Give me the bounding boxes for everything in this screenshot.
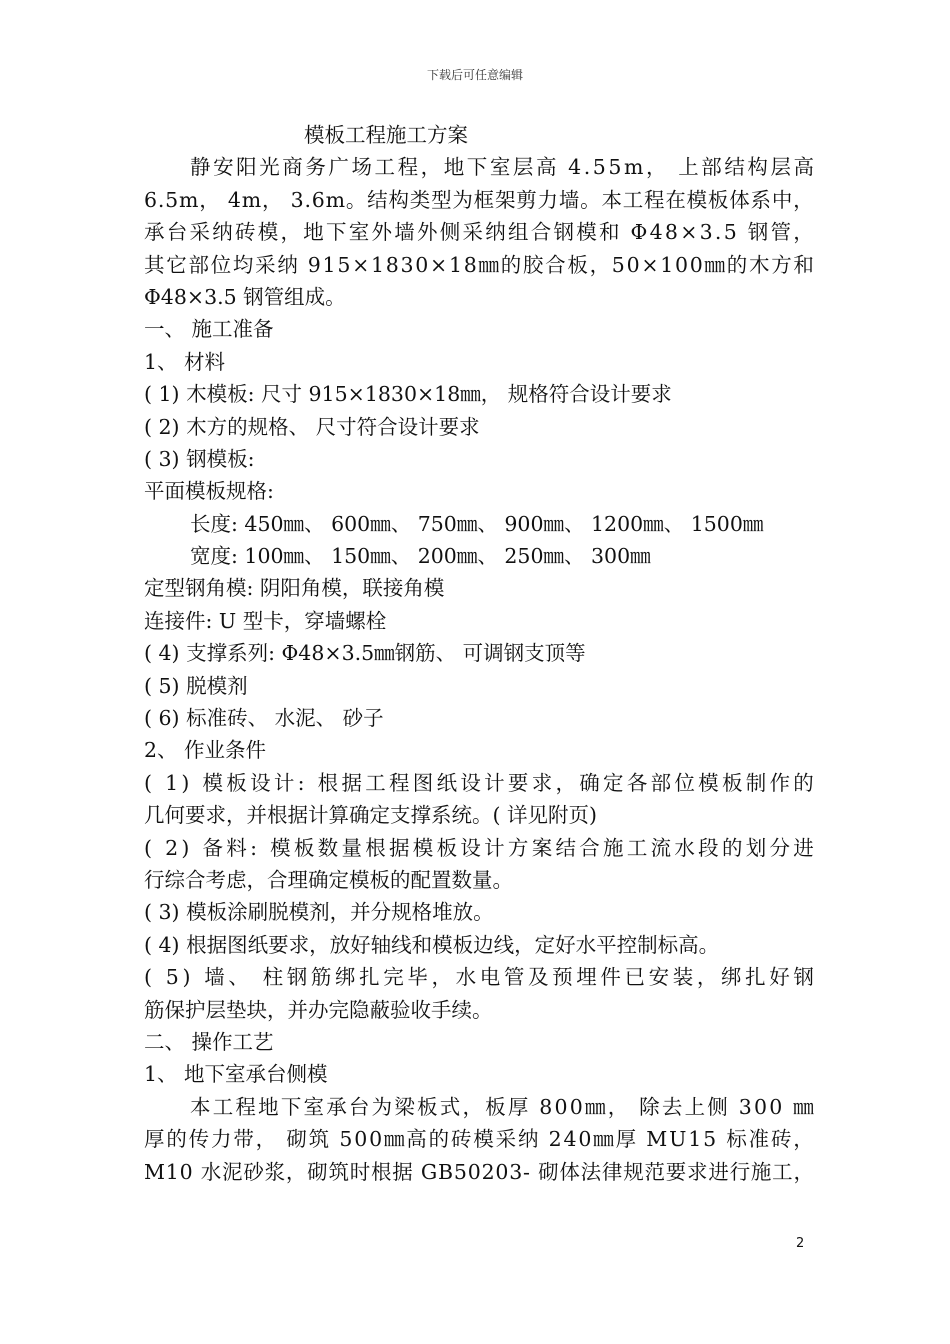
text-line: 平面模板规格: [144,479,274,504]
text-line: 1、 地下室承台侧模 [144,1062,328,1087]
text-line: ( 5) 脱模剂 [144,673,248,698]
text-line: 连接件: U 型卡，穿墙螺栓 [144,608,387,633]
text-line: ( 4) 支撑系列: Φ48×3.5㎜钢筋、 可调钢支顶等 [144,641,586,666]
text-line: 长度: 450㎜、 600㎜、 750㎜、 900㎜、 1200㎜、 1500㎜ [190,511,764,536]
page-number: 2 [796,1236,805,1251]
text-line: ( 1) 木模板: 尺寸 915×1830×18㎜， 规格符合设计要求 [144,382,672,407]
text-line: ( 6) 标准砖、 水泥、 砂子 [144,706,384,731]
text-line: ( 3) 模板涂刷脱模剂，并分规格堆放。 [144,900,494,925]
document-body [144,119,814,1188]
text-line: 本 工 程 地 下 室 承 台 为 梁 板 式 ， 板 厚 8 0 0 ㎜ ， 除 去 上 侧 3 0 0 ㎜ [190,1094,814,1119]
text-line: 筋保护层垫块，并办完隐蔽验收手续。 [144,997,493,1022]
text-line: 宽度: 100㎜、 150㎜、 200㎜、 250㎜、 300㎜ [190,544,651,569]
text-line: ( 5 ) 墙 、 柱 钢 筋 绑 扎 完 毕 ， 水 电 管 及 预 埋 件 已 安 装 ， 绑 扎 好 钢 [144,965,814,990]
text-line: 几何要求，并根据计算确定支撑系统。( 详见附页) [144,803,598,828]
text-line: 厚 的 传 力 带 ， 砌 筑 5 0 0 ㎜ 高 的 砖 模 采 纳 2 4 0 ㎜ 厚 M U 1 5 标 准 砖 ， [144,1127,814,1152]
text-line: 定型钢角模: 阴阳角模，联接角模 [144,576,445,601]
text-line: ( 4) 根据图纸要求，放好轴线和模板边线，定好水平控制标高。 [144,932,720,957]
text-line: Φ48×3.5 钢管组成。 [144,284,346,309]
text-line: ( 2) 木方的规格、 尺寸符合设计要求 [144,414,480,439]
text-line: ( 3) 钢模板: [144,446,255,471]
text-line: 承 台 采 纳 砖 模 ， 地 下 室 外 墙 外 侧 采 纳 组 合 钢 模 和 Φ 4 8 × 3 . 5 钢 管 ， [144,220,814,245]
text-line: ( 2 ) 备 料 : 模 板 数 量 根 据 模 板 设 计 方 案 结 合 施 工 流 水 段 的 划 分 进 [144,835,814,860]
text-line: 行综合考虑，合理确定模板的配置数量。 [144,867,513,892]
text-line: 一、 施工准备 [144,317,274,342]
text-line: 其 它 部 位 均 采 纳 9 1 5 × 1 8 3 0 × 1 8 ㎜ 的 胶 合 板 ， 5 0 × 1 0 0 ㎜ 的 木 方 和 [144,252,814,277]
text-line: 1、 材料 [144,349,226,374]
text-line: M 1 0 水 泥 砂 浆 ， 砌 筑 时 根 据 G B 5 0 2 0 3 - 砌 体 法 律 规 范 要 求 进 行 施 工 ， [144,1159,814,1184]
text-line: 2、 作业条件 [144,738,267,763]
header-note: 下载后可任意编辑 [426,68,523,82]
document-title: 模板工程施工方案 [304,123,468,147]
text-line: 静 安 阳 光 商 务 广 场 工 程 ， 地 下 室 层 高 4 . 5 5 m ， 上 部 结 构 层 高 [190,155,814,180]
text-line: 6 . 5 m ， 4 m ， 3 . 6 m 。 结 构 类 型 为 框 架 剪 力 墙 。 本 工 程 在 模 板 体 系 中 ， [144,187,814,212]
text-line: 二、 操作工艺 [144,1029,274,1054]
text-line: ( 1 ) 模 板 设 计 : 根 据 工 程 图 纸 设 计 要 求 ， 确 定 各 部 位 模 板 制 作 的 [144,770,814,795]
